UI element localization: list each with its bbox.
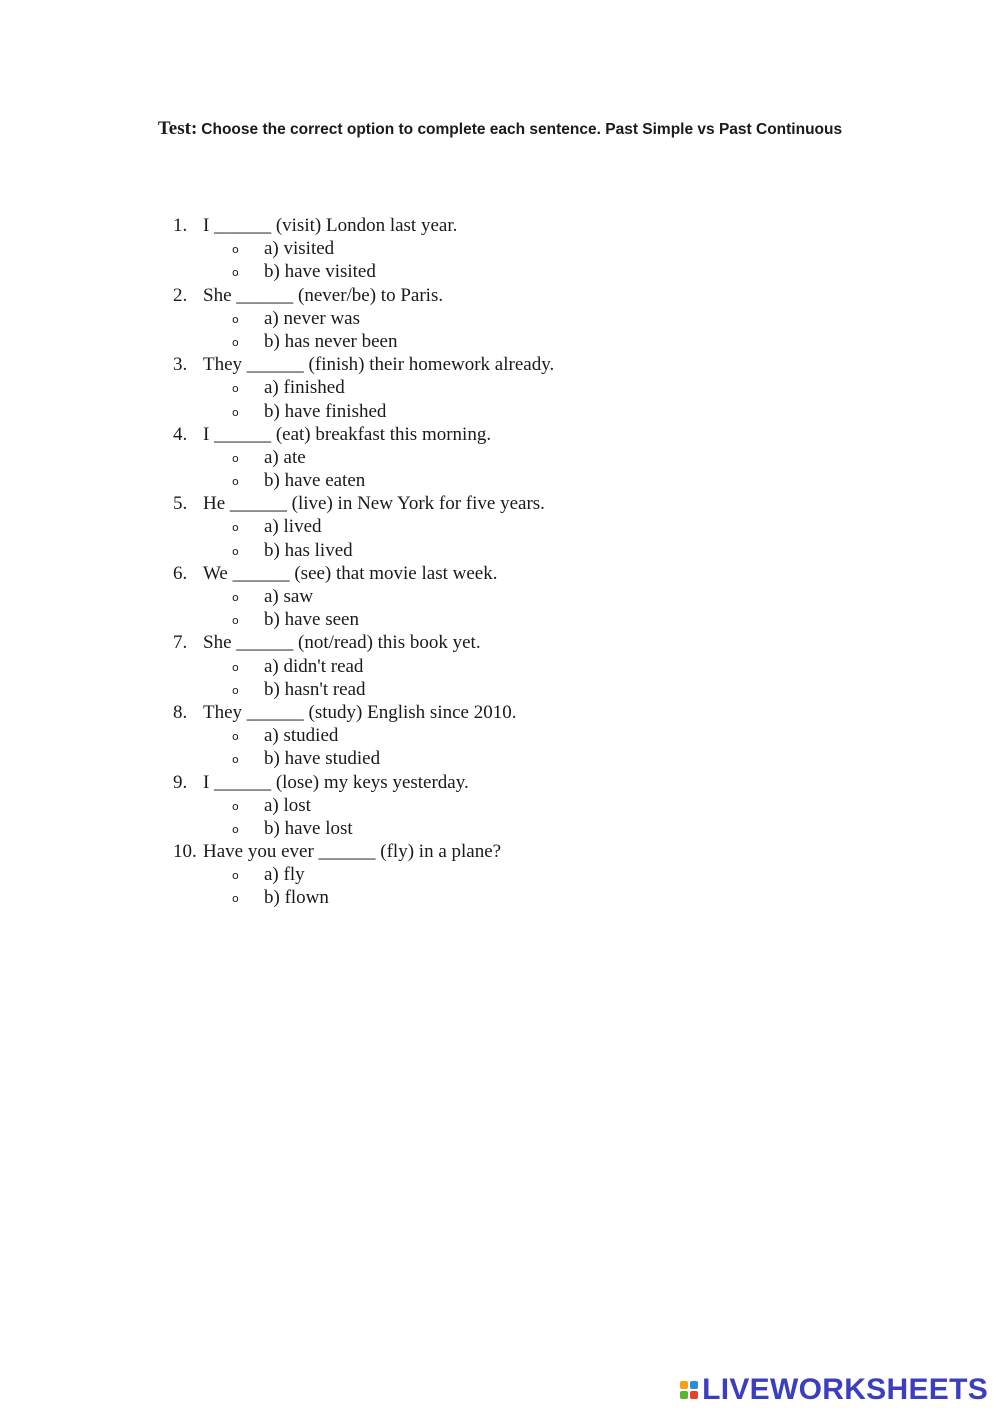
title-instructions: Choose the correct option to complete each sentence. Past Simple vs Past Continuous: [201, 121, 843, 138]
answer-option-text: b) have lost: [264, 817, 353, 839]
question-number: 3.: [173, 354, 188, 376]
circle-bullet-icon: o: [232, 243, 239, 257]
question-number: 4.: [173, 423, 188, 445]
answer-option-text: a) lost: [264, 794, 311, 816]
circle-bullet-icon: o: [232, 521, 239, 535]
liveworksheets-logo: [680, 1374, 988, 1406]
answer-option-text: a) lived: [264, 516, 322, 538]
circle-bullet-icon: o: [232, 869, 239, 883]
answer-option-text: b) have finished: [264, 400, 387, 422]
circle-bullet-icon: o: [232, 382, 239, 396]
question-number: 9.: [173, 771, 188, 793]
circle-bullet-icon: o: [232, 683, 239, 697]
question-text: She ______ (not/read) this book yet.: [203, 632, 481, 654]
answer-option-text: b) has never been: [264, 330, 398, 352]
worksheet-title: [0, 118, 1000, 140]
answer-option-text: a) never was: [264, 307, 361, 329]
answer-option-text: b) have studied: [264, 748, 381, 770]
answer-option-text: b) have seen: [264, 609, 359, 631]
circle-bullet-icon: o: [232, 312, 239, 326]
answer-option-text: b) have eaten: [264, 470, 366, 492]
question-number: 2.: [173, 284, 188, 306]
question-text: We ______ (see) that movie last week.: [203, 562, 498, 584]
question-number: 7.: [173, 632, 188, 654]
answer-option-text: a) visited: [264, 238, 335, 260]
circle-bullet-icon: o: [232, 753, 239, 767]
question-text: She ______ (never/be) to Paris.: [203, 284, 444, 306]
circle-bullet-icon: o: [232, 614, 239, 628]
circle-bullet-icon: o: [232, 822, 239, 836]
answer-option-text: a) didn't read: [264, 655, 364, 677]
question-text: They ______ (finish) their homework already.: [203, 354, 555, 376]
question-text: He ______ (live) in New York for five years.: [203, 493, 545, 515]
question-number: 1.: [173, 215, 188, 236]
liveworksheets-logo-icon: [680, 1381, 698, 1399]
circle-bullet-icon: o: [232, 335, 239, 349]
question-text: I ______ (eat) breakfast this morning.: [203, 423, 492, 445]
circle-bullet-icon: o: [232, 405, 239, 419]
circle-bullet-icon: o: [232, 892, 239, 906]
question-number: 10.: [173, 841, 197, 863]
circle-bullet-icon: o: [232, 266, 239, 280]
title-label: Test:: [157, 118, 198, 139]
answer-option-text: b) has lived: [264, 539, 353, 561]
answer-option-text: b) have visited: [264, 261, 376, 283]
circle-bullet-icon: o: [232, 544, 239, 558]
logo-text: LIVEWORKSHEETS: [702, 1373, 988, 1406]
answer-option-text: b) flown: [264, 887, 329, 909]
answer-option-text: b) hasn't read: [264, 678, 366, 700]
circle-bullet-icon: o: [232, 451, 239, 465]
answer-option-text: a) fly: [264, 864, 305, 886]
question-number: 8.: [173, 701, 188, 723]
circle-bullet-icon: o: [232, 799, 239, 813]
question-text: I ______ (lose) my keys yesterday.: [203, 771, 469, 793]
answer-option-text: a) finished: [264, 377, 345, 399]
circle-bullet-icon: o: [232, 591, 239, 604]
question-number: 6.: [173, 562, 188, 584]
circle-bullet-icon: o: [232, 475, 239, 489]
answer-option-text: a) studied: [264, 725, 339, 747]
circle-bullet-icon: o: [232, 730, 239, 744]
question-text: I ______ (visit) London last year.: [203, 215, 458, 236]
question-text: Have you ever ______ (fly) in a plane?: [203, 841, 502, 863]
question-number: 5.: [173, 493, 188, 515]
answer-option-text: a) ate: [264, 446, 306, 468]
circle-bullet-icon: o: [232, 660, 239, 674]
answer-option-text: a) saw: [264, 586, 314, 607]
question-text: They ______ (study) English since 2010.: [203, 701, 517, 723]
